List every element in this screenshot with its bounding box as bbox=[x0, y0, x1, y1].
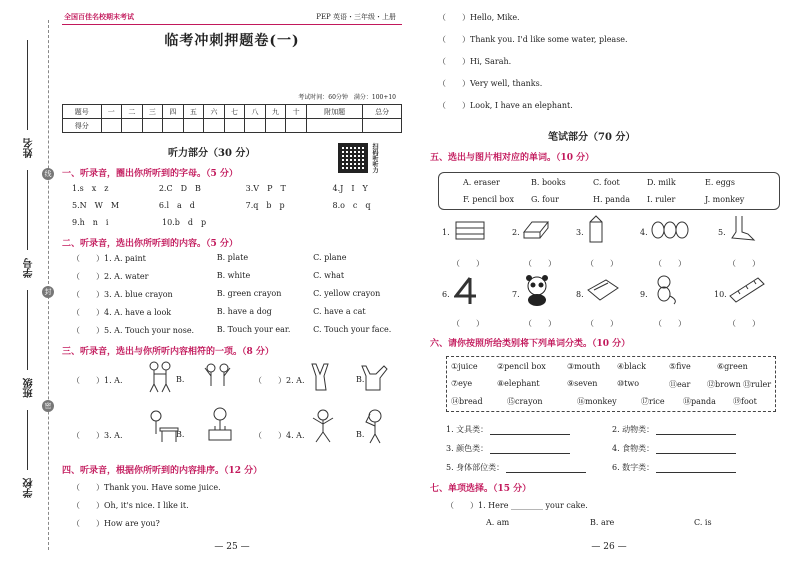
score-header-cell: 八 bbox=[245, 105, 266, 119]
number-four-picture bbox=[454, 276, 478, 306]
page-25 bbox=[58, 0, 406, 566]
s3-q4-b[interactable]: B. bbox=[356, 430, 365, 439]
letter-option[interactable]: 6.l a d bbox=[158, 201, 195, 210]
qr-code-icon[interactable] bbox=[338, 143, 368, 173]
classify-word[interactable]: ⑯monkey bbox=[577, 397, 617, 406]
s3-q3-b[interactable]: B. bbox=[176, 430, 185, 439]
option-a[interactable]: （ ）2. A. water bbox=[72, 272, 149, 281]
books-picture bbox=[454, 218, 488, 240]
answer-paren[interactable]: （ ） bbox=[654, 319, 686, 328]
score-header-cell: 三 bbox=[142, 105, 163, 119]
answer-paren[interactable]: （ ） bbox=[452, 259, 484, 268]
pic-num: 7. bbox=[512, 290, 520, 299]
pic-num: 3. bbox=[576, 228, 584, 237]
option-c[interactable]: C. what bbox=[313, 271, 345, 280]
s4-row-3[interactable]: （ ）How are you? bbox=[72, 519, 160, 528]
s4-row-4[interactable]: （ ）Hello, Mike. bbox=[438, 13, 520, 22]
option-a[interactable]: （ ）4. A. have a look bbox=[72, 308, 172, 317]
classify-word[interactable]: ⑪ear bbox=[669, 380, 691, 389]
score-cell[interactable] bbox=[245, 119, 266, 133]
letter-option[interactable]: 2.C D B bbox=[158, 184, 201, 193]
section-6-title: 六、请你按照所给类别将下列单词分类。（10 分） bbox=[430, 339, 631, 349]
score-cell[interactable] bbox=[122, 119, 143, 133]
s3-q1-b[interactable]: B. bbox=[176, 375, 185, 384]
section-4-title: 四、听录音，根据你所听到的内容排序。（12 分） bbox=[62, 466, 263, 476]
answer-blank[interactable] bbox=[490, 443, 570, 454]
word-option[interactable]: G. four bbox=[531, 195, 559, 204]
s2-row-4 bbox=[72, 307, 400, 318]
student-id-label: 学号 bbox=[24, 258, 35, 278]
s2-row-5 bbox=[72, 325, 400, 336]
classify-word[interactable]: ④black bbox=[617, 362, 646, 371]
eggs-picture bbox=[650, 218, 690, 240]
kid-touching-head-picture bbox=[360, 408, 390, 444]
score-row-label: 得分 bbox=[63, 119, 102, 133]
s4-row-5[interactable]: （ ）Thank you. I'd like some water, please. bbox=[438, 35, 628, 44]
score-header-cell: 题号 bbox=[63, 105, 102, 119]
option-b[interactable]: B. plate bbox=[216, 253, 249, 262]
score-cell[interactable] bbox=[363, 119, 402, 133]
score-cell[interactable] bbox=[265, 119, 286, 133]
category-label: 1. 文具类： bbox=[446, 425, 489, 434]
class-label: 班级 bbox=[24, 378, 35, 398]
pic-num: 6. bbox=[442, 290, 450, 299]
answer-blank[interactable] bbox=[506, 462, 586, 473]
category-label: 2. 动物类： bbox=[612, 425, 655, 434]
word-option[interactable]: F. pencil box bbox=[463, 195, 514, 204]
option-b[interactable]: B. green crayon bbox=[216, 289, 282, 298]
panda-picture bbox=[522, 274, 552, 306]
binding-margin bbox=[0, 0, 58, 566]
girl-with-cake-picture bbox=[203, 406, 237, 444]
answer-paren[interactable]: （ ） bbox=[586, 259, 618, 268]
classify-word-box bbox=[446, 356, 776, 412]
score-header-cell: 总分 bbox=[363, 105, 402, 119]
answer-paren[interactable]: （ ） bbox=[452, 319, 484, 328]
word-option[interactable]: D. milk bbox=[647, 178, 676, 187]
s1-row-2 bbox=[72, 200, 400, 211]
letter-option[interactable]: 3.V P T bbox=[245, 184, 286, 193]
word-option[interactable]: J. monkey bbox=[705, 195, 745, 204]
section-1-title: 一、听录音，圈出你所听到的字母。（5 分） bbox=[62, 169, 238, 179]
classify-word[interactable]: ⑬ruler bbox=[743, 380, 772, 389]
category-label: 3. 颜色类： bbox=[446, 444, 489, 453]
two-kids-waving-picture bbox=[203, 360, 231, 394]
option-c[interactable]: C. is bbox=[694, 518, 712, 527]
s4-row-2[interactable]: （ ）Oh, it's nice. I like it. bbox=[72, 501, 189, 510]
letter-option[interactable]: 4.J I Y bbox=[332, 184, 368, 193]
s4-row-6[interactable]: （ ）Hi, Sarah. bbox=[438, 57, 512, 66]
word-option[interactable]: H. panda bbox=[593, 195, 630, 204]
score-header-cell: 六 bbox=[204, 105, 225, 119]
letter-option[interactable]: 7.q b p bbox=[245, 201, 285, 210]
score-cell[interactable] bbox=[101, 119, 122, 133]
option-b[interactable]: B. white bbox=[216, 271, 251, 280]
classify-word[interactable]: ②pencil box bbox=[497, 362, 546, 371]
word-option[interactable]: E. eggs bbox=[705, 178, 736, 187]
section-2-title: 二、听录音，选出你所听到的内容。（5 分） bbox=[62, 239, 238, 249]
answer-paren[interactable]: （ ） bbox=[654, 259, 686, 268]
ruler-picture bbox=[728, 276, 768, 304]
answer-blank[interactable] bbox=[490, 424, 570, 435]
classify-word[interactable]: ⑫brown bbox=[707, 380, 741, 389]
hand-phone-sign-picture bbox=[360, 362, 388, 392]
option-c[interactable]: C. have a cat bbox=[313, 307, 366, 316]
s1-row-1 bbox=[72, 183, 400, 194]
letter-option[interactable]: 1.s x z bbox=[72, 184, 109, 193]
written-head: 笔试部分（70 分） bbox=[548, 132, 636, 143]
s2-row-2 bbox=[72, 271, 400, 282]
s3-q3-a[interactable]: （ ）3. A. bbox=[72, 431, 123, 440]
score-header-cell: 四 bbox=[163, 105, 184, 119]
score-cell[interactable] bbox=[286, 119, 307, 133]
category-label: 4. 食物类： bbox=[612, 444, 655, 453]
s2-row-1 bbox=[72, 253, 400, 264]
answer-paren[interactable]: （ ） bbox=[728, 259, 760, 268]
score-header-cell: 五 bbox=[183, 105, 204, 119]
option-a[interactable]: （ ）1. A. paint bbox=[72, 254, 146, 263]
two-kids-greeting-picture bbox=[146, 360, 174, 394]
option-b[interactable]: B. are bbox=[590, 518, 615, 527]
pic-num: 8. bbox=[576, 290, 584, 299]
pencil-box-picture bbox=[586, 278, 620, 302]
letter-option[interactable]: 9.h n i bbox=[72, 218, 109, 227]
school-line bbox=[27, 410, 28, 470]
score-header-cell: 二 bbox=[122, 105, 143, 119]
option-b[interactable]: B. have a dog bbox=[216, 307, 272, 316]
score-header-cell: 附加题 bbox=[306, 105, 363, 119]
name-line bbox=[27, 40, 28, 130]
category-food bbox=[612, 443, 784, 454]
score-cell[interactable] bbox=[183, 119, 204, 133]
listening-head: 听力部分（30 分） bbox=[168, 148, 256, 159]
classify-word[interactable]: ⑰rice bbox=[641, 397, 665, 406]
pic-num: 1. bbox=[442, 228, 450, 237]
bind-mark-seal: 封 bbox=[42, 286, 54, 298]
word-option[interactable]: B. books bbox=[531, 178, 566, 187]
classify-word[interactable]: ⑩two bbox=[617, 379, 640, 388]
s7-q1-options bbox=[486, 518, 784, 527]
word-option[interactable]: A. eraser bbox=[463, 178, 500, 187]
classify-word[interactable]: ①juice bbox=[451, 362, 478, 371]
cut-line bbox=[48, 20, 49, 550]
exam-badge: 全国百佳名校期末考试 bbox=[64, 12, 134, 21]
classify-word[interactable]: ⑦eye bbox=[451, 379, 473, 388]
score-header-row bbox=[63, 105, 402, 119]
option-a[interactable]: （ ）3. A. blue crayon bbox=[72, 290, 173, 299]
girl-at-desk-picture bbox=[146, 408, 180, 444]
section-3-title: 三、听录音，选出与你所听内容相符的一项。（8 分） bbox=[62, 347, 274, 357]
classify-word[interactable]: ⑮crayon bbox=[507, 397, 543, 406]
section-7-title: 七、单项选择。（15 分） bbox=[430, 484, 532, 494]
series-label: PEP 英语・三年级・上册 bbox=[316, 13, 396, 21]
classify-word[interactable]: ⑲foot bbox=[733, 397, 757, 406]
header-rule bbox=[62, 24, 402, 25]
word-option[interactable]: C. foot bbox=[593, 178, 620, 187]
bind-mark-line: 线 bbox=[42, 168, 54, 180]
option-a[interactable]: A. am bbox=[486, 518, 510, 527]
score-header-cell: 十 bbox=[286, 105, 307, 119]
s3-row-1 bbox=[72, 375, 400, 386]
letter-option[interactable]: 5.N W M bbox=[72, 201, 120, 210]
score-header-cell: 九 bbox=[265, 105, 286, 119]
s3-q2-b[interactable]: B. bbox=[356, 375, 365, 384]
score-header-cell: 一 bbox=[101, 105, 122, 119]
score-cell[interactable] bbox=[224, 119, 245, 133]
school-label: 学校 bbox=[24, 478, 35, 498]
pic-num: 2. bbox=[512, 228, 520, 237]
bind-mark-secret: 密 bbox=[42, 400, 54, 412]
page-26 bbox=[428, 0, 790, 566]
qr-label: 扫码听听力 bbox=[371, 143, 378, 173]
answer-paren[interactable]: （ ） bbox=[524, 319, 556, 328]
category-animals bbox=[612, 424, 784, 435]
classify-word[interactable]: ③mouth bbox=[567, 362, 601, 371]
foot-picture bbox=[728, 214, 758, 242]
score-value-row bbox=[63, 119, 402, 133]
pic-num: 10. bbox=[714, 290, 727, 299]
score-cell[interactable] bbox=[142, 119, 163, 133]
score-cell[interactable] bbox=[204, 119, 225, 133]
option-b[interactable]: B. Touch your ear. bbox=[216, 325, 291, 334]
student-id-line bbox=[27, 170, 28, 250]
pic-num: 5. bbox=[718, 228, 726, 237]
name-label: 姓名 bbox=[24, 138, 35, 158]
page-number-26: — 26 — bbox=[591, 542, 627, 552]
option-a[interactable]: （ ）5. A. Touch your nose. bbox=[72, 326, 195, 335]
classify-word[interactable]: ⑭bread bbox=[451, 397, 483, 406]
category-label: 6. 数字类： bbox=[612, 463, 655, 472]
section-5-title: 五、选出与图片相对应的单词。（10 分） bbox=[430, 153, 595, 163]
s4-row-1[interactable]: （ ）Thank you. Have some juice. bbox=[72, 483, 221, 492]
score-header-cell: 七 bbox=[224, 105, 245, 119]
answer-blank[interactable] bbox=[656, 443, 736, 454]
s1-row-3 bbox=[72, 217, 400, 228]
s2-row-3 bbox=[72, 289, 400, 300]
word-option[interactable]: I. ruler bbox=[647, 195, 676, 204]
kid-jumping-picture bbox=[308, 408, 338, 444]
s4-row-7[interactable]: （ ）Very well, thanks. bbox=[438, 79, 543, 88]
word-bank-box bbox=[438, 172, 780, 210]
exam-title: 临考冲刺押题卷(一) bbox=[164, 33, 300, 49]
pic-num: 4. bbox=[640, 228, 648, 237]
letter-option[interactable]: 10.b d p bbox=[162, 218, 207, 227]
letter-option[interactable]: 8.o c q bbox=[332, 201, 371, 210]
option-c[interactable]: C. Touch your face. bbox=[313, 325, 392, 334]
classify-word[interactable]: ⑤five bbox=[669, 362, 691, 371]
category-label: 5. 身体部位类： bbox=[446, 463, 505, 472]
s3-q2-a[interactable]: （ ）2. A. bbox=[254, 376, 305, 385]
classify-word[interactable]: ⑥green bbox=[717, 362, 748, 371]
s3-q4-a[interactable]: （ ）4. A. bbox=[254, 431, 305, 440]
answer-blank[interactable] bbox=[656, 424, 736, 435]
s7-q1[interactable]: （ ）1. Here ________ your cake. bbox=[446, 501, 588, 510]
answer-paren[interactable]: （ ） bbox=[586, 319, 618, 328]
classify-word[interactable]: ⑱panda bbox=[683, 397, 716, 406]
milk-picture bbox=[586, 214, 606, 244]
eraser-picture bbox=[522, 218, 550, 240]
class-line bbox=[27, 290, 28, 370]
option-c[interactable]: C. plane bbox=[313, 253, 347, 262]
answer-paren[interactable]: （ ） bbox=[728, 319, 760, 328]
classify-word[interactable]: ⑧elephant bbox=[497, 379, 540, 388]
page-number-25: — 25 — bbox=[214, 542, 250, 552]
hand-two-fingers-picture bbox=[308, 362, 336, 392]
score-cell[interactable] bbox=[306, 119, 363, 133]
score-table bbox=[62, 104, 402, 133]
option-c[interactable]: C. yellow crayon bbox=[313, 289, 381, 298]
answer-blank[interactable] bbox=[656, 462, 736, 473]
exam-meta: 考试时间：60分钟 满分：100+10 bbox=[298, 94, 396, 101]
monkey-picture bbox=[650, 274, 678, 306]
classify-word[interactable]: ⑨seven bbox=[567, 379, 598, 388]
s3-q1-a[interactable]: （ ）1. A. bbox=[72, 376, 123, 385]
category-numbers bbox=[612, 462, 784, 473]
pic-num: 9. bbox=[640, 290, 648, 299]
score-cell[interactable] bbox=[163, 119, 184, 133]
s4-row-8[interactable]: （ ）Look, I have an elephant. bbox=[438, 101, 573, 110]
answer-paren[interactable]: （ ） bbox=[524, 259, 556, 268]
